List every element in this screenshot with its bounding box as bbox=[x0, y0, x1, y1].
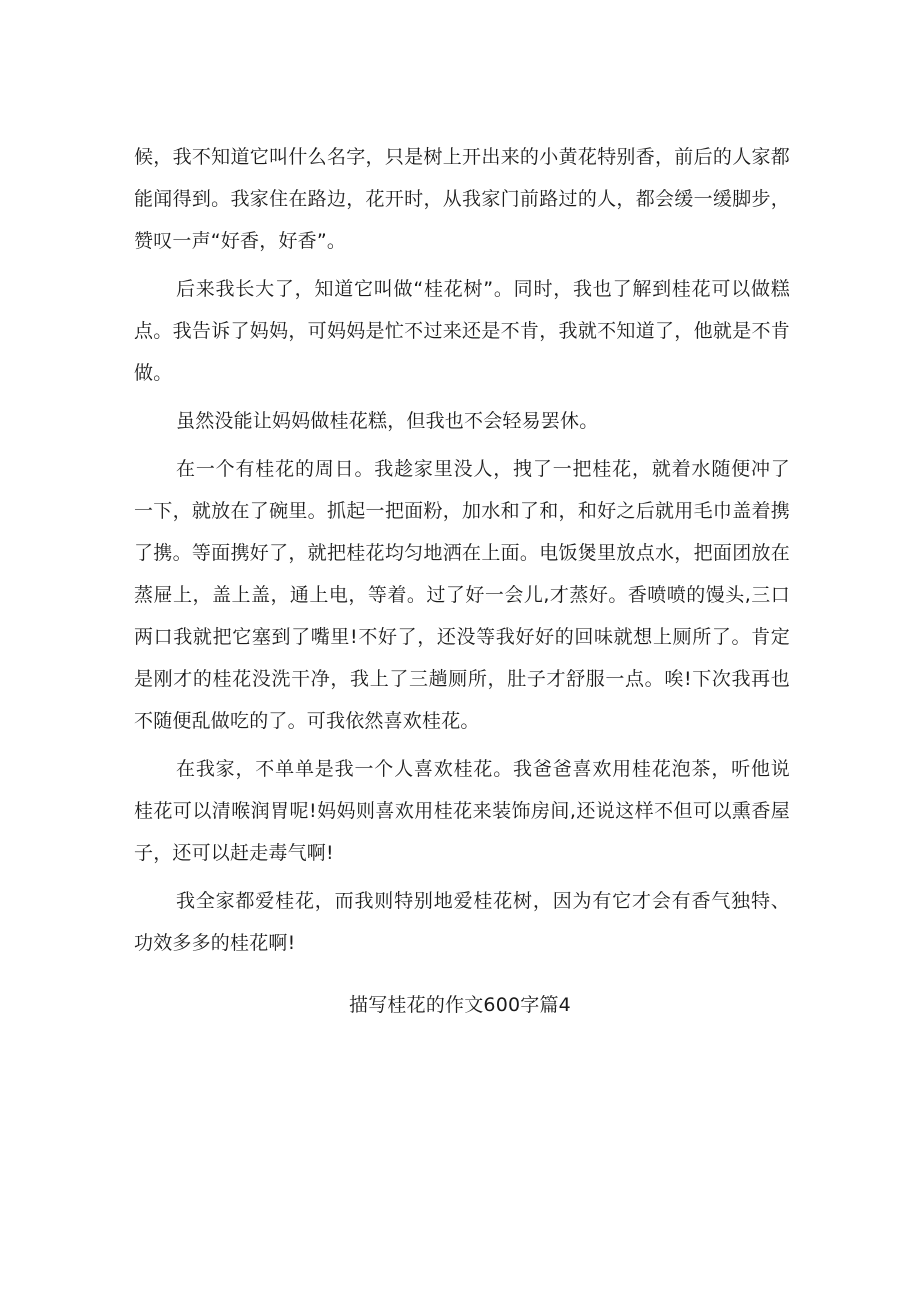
paragraph-family-likes: 在我家，不单单是我一个人喜欢桂花。我爸爸喜欢用桂花泡茶，听他说桂花可以清喉润胃呢!妈妈则喜欢用桂花来装饰房间,还说这样不但可以熏香屋子，还可以赶走毒气啊! bbox=[134, 758, 790, 864]
section-title: 描写桂花的作文600字篇4 bbox=[349, 994, 571, 1016]
paragraph-conclusion: 我全家都爱桂花，而我则特别地爱桂花树，因为有它才会有香气独特、功效多多的桂花啊! bbox=[134, 890, 790, 954]
paragraph-not-give-up: 虽然没能让妈妈做桂花糕，但我也不会轻易罢休。 bbox=[176, 410, 599, 432]
paragraph-steamed-bun: 在一个有桂花的周日。我趁家里没人，拽了一把桂花，就着水随便冲了一下，就放在了碗里。抓起一把面粉，加水和了和，和好之后就用毛巾盖着携了携。等面携好了，就把桂花均匀地洒在上面。电饭煲里放点水，把面团放在蒸屉上，盖上盖，通上电，等着。过了好一会儿,才蒸好。香喷喷的馒头,三口两口我就把它塞到了嘴里!不好了，还没等我好好的回味就想上厕所了。肯定是刚才的桂花没洗干净，我上了三趟厕所，肚子才舒服一点。唉!下次我再也不随便乱做吃的了。可我依然喜欢桂花。 bbox=[134, 458, 790, 732]
paragraph-continuation: 候，我不知道它叫什么名字，只是树上开出来的小黄花特别香，前后的人家都能闻得到。我家住在路边，花开时，从我家门前路过的人，都会缓一缓脚步，赞叹一声“好香，好香”。 bbox=[134, 146, 790, 252]
article-body bbox=[134, 136, 790, 964]
paragraph-grew-up: 后来我长大了，知道它叫做“桂花树”。同时，我也了解到桂花可以做糕点。我告诉了妈妈，可妈妈是忙不过来还是不肯，我就不知道了，他就是不肯做。 bbox=[134, 278, 790, 384]
